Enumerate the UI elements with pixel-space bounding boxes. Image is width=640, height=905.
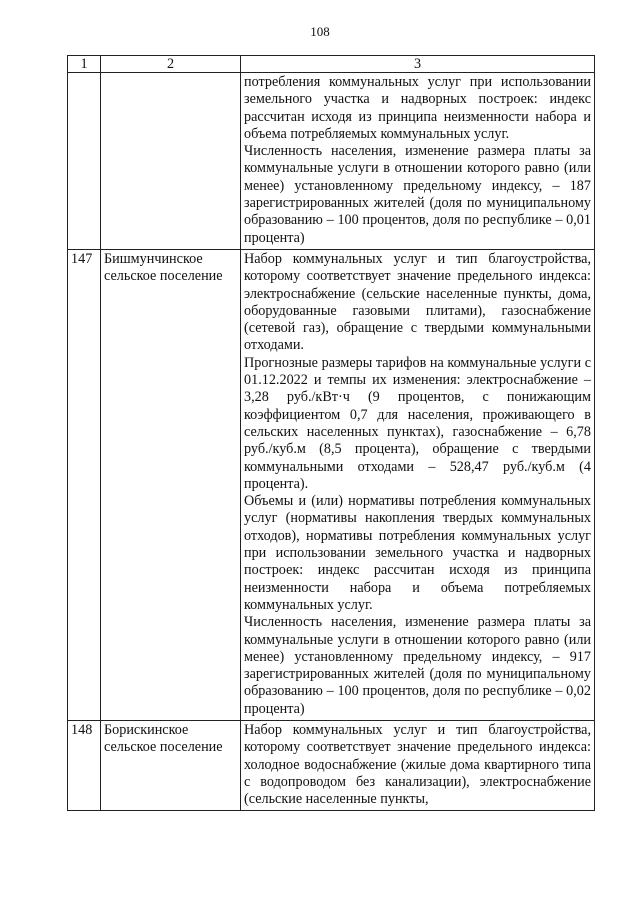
settlement-name [101, 73, 241, 250]
row-description [241, 720, 595, 810]
description-paragraph: Численность населения, изменение размера платы за коммунальные услуги в отношении которого равно (или менее) установленному предельному индексу, – 187 зарегистрированных жителей (доля по муниципальному образованию – 100 процентов, доля по республике – 0,01 процента) [244, 143, 591, 246]
table-header-row [68, 56, 595, 73]
tariff-table [67, 55, 595, 811]
column-header-settlement: 2 [101, 56, 241, 73]
settlement-name: Борискинское сельское поселение [101, 720, 241, 810]
row-description [241, 73, 595, 250]
row-number: 148 [68, 720, 101, 810]
description-paragraph: Набор коммунальных услуг и тип благоустройства, которому соответствует значение предельного индекса: электроснабжение (сельские населенные пункты, дома, оборудованные газовыми плитами), газоснабжение (сетевой газ), обращение с твердыми коммунальными отходами. [244, 250, 591, 354]
description-paragraph: потребления коммунальных услуг при использовании земельного участка и надворных построек: индекс рассчитан исходя из принципа неизменности набора и объема потребляемых коммунальных услуг. [244, 74, 591, 142]
column-header-number: 1 [68, 56, 101, 73]
table-row [68, 73, 595, 250]
description-paragraph: Объемы и (или) нормативы потребления коммунальных услуг (нормативы накопления твердых коммунальных отходов), нормативы потребления коммунальных услуг при использовании земельного участка и надворных построек: индекс рассчитан исходя из принципа неизменности набора и объема потребляемых коммунальных услуг. [244, 493, 591, 613]
column-header-description: 3 [241, 56, 595, 73]
settlement-name: Бишмунчинское сельское поселение [101, 249, 241, 720]
row-number [68, 73, 101, 250]
description-paragraph: Численность населения, изменение размера платы за коммунальные услуги в отношении которого равно (или менее) установленному предельному индексу, – 917 зарегистрированных жителей (доля по муниципальному образованию – 100 процентов, доля по республике – 0,02 процента) [244, 614, 591, 717]
description-paragraph: Набор коммунальных услуг и тип благоустройства, которому соответствует значение предельного индекса: холодное водоснабжение (жилые дома квартирного типа с водопроводом без канализации), электроснабжение (сельские населенные пункты, [244, 721, 591, 808]
page-number: 108 [310, 24, 330, 39]
row-number: 147 [68, 249, 101, 720]
table-row [68, 720, 595, 810]
row-description [241, 249, 595, 720]
description-paragraph: Прогнозные размеры тарифов на коммунальные услуги с 01.12.2022 и темпы их изменения: электроснабжение – 3,28 руб./кВт·ч (9 процентов, с понижающим коэффициентом 0,7 для населения, проживающего в сельских населенных пунктах), газоснабжение – 6,78 руб./куб.м (8,5 процента), обращение с твердыми коммунальными отходами – 528,47 руб./куб.м (4 процента). [244, 354, 591, 492]
table-row [68, 249, 595, 720]
